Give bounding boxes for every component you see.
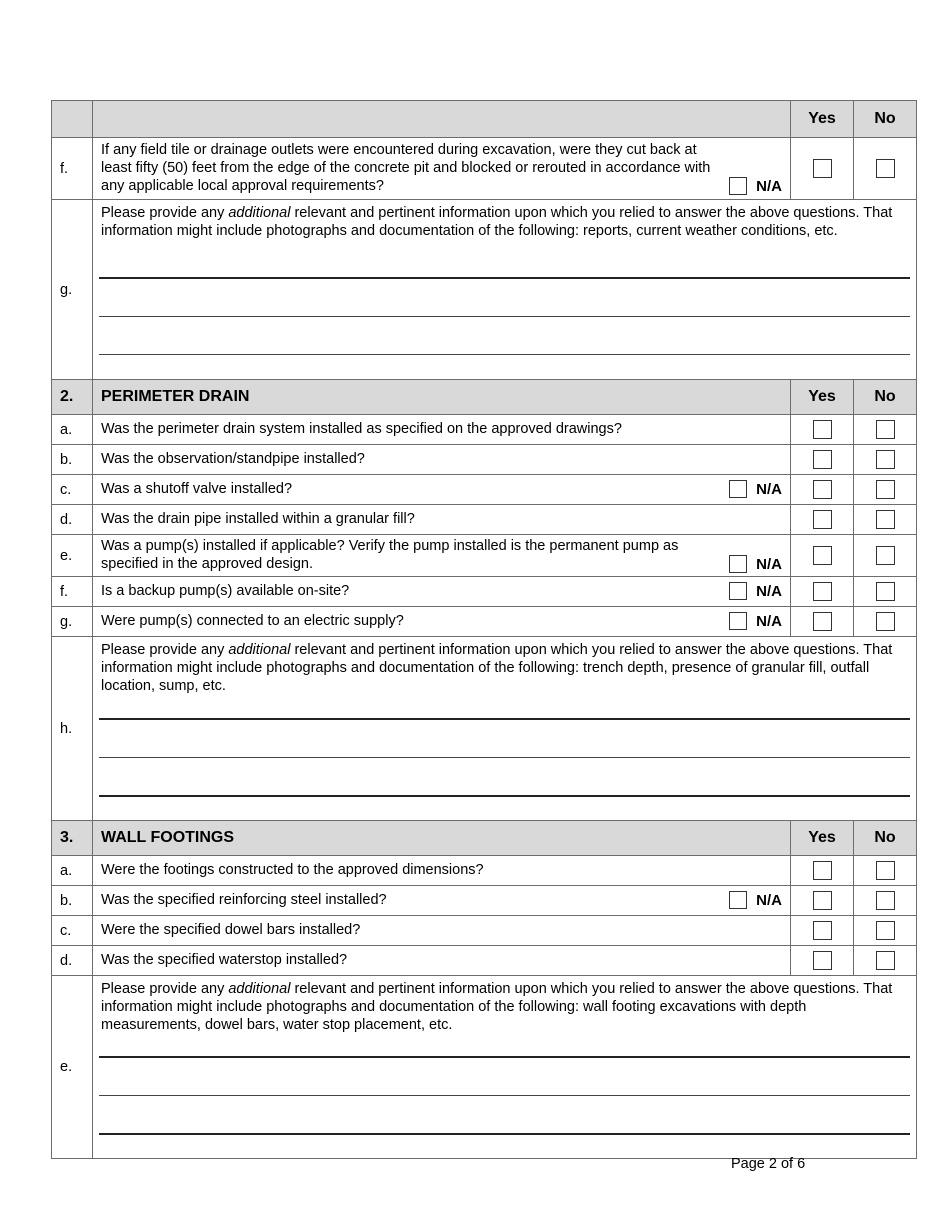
na-checkbox[interactable] xyxy=(729,582,747,600)
yes-checkbox[interactable] xyxy=(813,510,832,529)
question-letter: h. xyxy=(52,637,93,821)
question-row-3c xyxy=(52,916,917,946)
no-checkbox[interactable] xyxy=(876,420,895,439)
prompt-emphasis: additional xyxy=(228,205,291,221)
question-text: Were pump(s) connected to an electric supply? xyxy=(101,613,404,629)
question-text: Was the drain pipe installed within a granular fill? xyxy=(93,505,791,535)
no-checkbox[interactable] xyxy=(876,480,895,499)
na-option xyxy=(729,177,782,195)
na-checkbox[interactable] xyxy=(729,177,747,195)
prompt-emphasis: additional xyxy=(228,981,291,997)
question-row-2f xyxy=(52,577,917,607)
question-cell xyxy=(93,886,791,916)
question-letter: b. xyxy=(52,445,93,475)
prompt-text: Please provide any xyxy=(101,205,229,221)
yes-cell xyxy=(791,138,854,200)
question-cell xyxy=(93,607,791,637)
comment-cell xyxy=(93,200,917,380)
no-cell xyxy=(854,475,917,505)
no-checkbox[interactable] xyxy=(876,546,895,565)
question-letter: c. xyxy=(52,916,93,946)
inspection-form-table xyxy=(51,100,917,1159)
na-checkbox[interactable] xyxy=(729,555,747,573)
question-text: Was the observation/standpipe installed? xyxy=(93,445,791,475)
question-letter: g. xyxy=(52,607,93,637)
question-text: Was the specified reinforcing steel installed? xyxy=(101,892,387,908)
yes-cell xyxy=(791,856,854,886)
question-text: If any field tile or drainage outlets were encountered during excavation, were they cut back at least fifty (50) feet from the edge of the concrete pit and blocked or rerouted in accordance with any applicable local approval requirements? xyxy=(101,142,711,194)
yes-cell xyxy=(791,577,854,607)
question-row-2b xyxy=(52,445,917,475)
yes-checkbox[interactable] xyxy=(813,546,832,565)
question-row-2c xyxy=(52,475,917,505)
no-checkbox[interactable] xyxy=(876,891,895,910)
yes-checkbox[interactable] xyxy=(813,861,832,880)
question-letter: f. xyxy=(52,577,93,607)
na-label: N/A xyxy=(756,891,782,909)
question-letter: d. xyxy=(52,505,93,535)
no-cell xyxy=(854,577,917,607)
prompt-text: relevant and pertinent information upon which you relied to answer the above questions. That information might include photographs and documentation of the following: reports, current weather conditions, etc. xyxy=(101,205,893,239)
question-letter: b. xyxy=(52,886,93,916)
no-column-header: No xyxy=(854,380,917,415)
na-label: N/A xyxy=(756,582,782,600)
section1-number-cell xyxy=(52,101,93,138)
no-checkbox[interactable] xyxy=(876,510,895,529)
yes-checkbox[interactable] xyxy=(813,480,832,499)
section3-header-row xyxy=(52,821,917,856)
question-row-3d xyxy=(52,946,917,976)
question-letter: g. xyxy=(52,200,93,380)
na-label: N/A xyxy=(756,480,782,498)
question-text: Was the specified waterstop installed? xyxy=(93,946,791,976)
question-cell xyxy=(93,535,791,577)
yes-checkbox[interactable] xyxy=(813,612,832,631)
prompt-text: Please provide any xyxy=(101,642,229,658)
na-option xyxy=(729,555,782,573)
yes-cell xyxy=(791,886,854,916)
question-row-2a xyxy=(52,415,917,445)
no-cell xyxy=(854,535,917,577)
yes-cell xyxy=(791,415,854,445)
question-letter: e. xyxy=(52,535,93,577)
yes-checkbox[interactable] xyxy=(813,420,832,439)
section2-header-row xyxy=(52,380,917,415)
section-number: 2. xyxy=(52,380,93,415)
section-title: PERIMETER DRAIN xyxy=(93,380,791,415)
na-checkbox[interactable] xyxy=(729,612,747,630)
yes-checkbox[interactable] xyxy=(813,921,832,940)
na-label: N/A xyxy=(756,177,782,195)
no-checkbox[interactable] xyxy=(876,159,895,178)
question-row-1f xyxy=(52,138,917,200)
prompt-text: relevant and pertinent information upon which you relied to answer the above questions. That information might include photographs and documentation of the following: trench depth, presence of granular fill, outfall location, sump, etc. xyxy=(101,642,893,694)
question-row-3a xyxy=(52,856,917,886)
page-number: Page 2 of 6 xyxy=(731,1156,806,1172)
na-label: N/A xyxy=(756,612,782,630)
no-cell xyxy=(854,505,917,535)
question-text: Was the perimeter drain system installed as specified on the approved drawings? xyxy=(93,415,791,445)
na-option xyxy=(729,612,782,630)
question-text: Were the footings constructed to the approved dimensions? xyxy=(93,856,791,886)
no-checkbox[interactable] xyxy=(876,582,895,601)
no-cell xyxy=(854,916,917,946)
na-checkbox[interactable] xyxy=(729,891,747,909)
na-option xyxy=(729,891,782,909)
question-text: Was a shutoff valve installed? xyxy=(101,481,293,497)
comment-prompt xyxy=(101,977,908,1034)
prompt-text: relevant and pertinent information upon which you relied to answer the above questions. That information might include photographs and documentation of the following: wall footing excavations with depth measurements, dowel bars, water stop placement, etc. xyxy=(101,981,893,1033)
no-checkbox[interactable] xyxy=(876,450,895,469)
comment-cell xyxy=(93,637,917,821)
na-option xyxy=(729,582,782,600)
na-label: N/A xyxy=(756,555,782,573)
question-text: Were the specified dowel bars installed? xyxy=(93,916,791,946)
yes-checkbox[interactable] xyxy=(813,891,832,910)
yes-cell xyxy=(791,946,854,976)
no-cell xyxy=(854,445,917,475)
comment-prompt xyxy=(101,201,908,240)
no-checkbox[interactable] xyxy=(876,861,895,880)
question-cell xyxy=(93,475,791,505)
question-row-2d xyxy=(52,505,917,535)
question-row-2e xyxy=(52,535,917,577)
no-checkbox[interactable] xyxy=(876,921,895,940)
na-checkbox[interactable] xyxy=(729,480,747,498)
question-row-2g xyxy=(52,607,917,637)
yes-checkbox[interactable] xyxy=(813,951,832,970)
no-cell xyxy=(854,415,917,445)
section1-title-cell xyxy=(93,101,791,138)
comment-cell xyxy=(93,976,917,1159)
yes-cell xyxy=(791,535,854,577)
section1-header-row xyxy=(52,101,917,138)
question-letter: a. xyxy=(52,856,93,886)
yes-checkbox[interactable] xyxy=(813,450,832,469)
yes-cell xyxy=(791,607,854,637)
comment-row-3e xyxy=(52,976,917,1159)
no-column-header: No xyxy=(854,821,917,856)
yes-cell xyxy=(791,505,854,535)
question-cell xyxy=(93,138,791,200)
yes-cell xyxy=(791,475,854,505)
no-cell xyxy=(854,856,917,886)
na-option xyxy=(729,480,782,498)
comment-row-1g xyxy=(52,200,917,380)
yes-column-header: Yes xyxy=(791,101,854,138)
question-text: Is a backup pump(s) available on-site? xyxy=(101,583,350,599)
question-letter: c. xyxy=(52,475,93,505)
no-cell xyxy=(854,607,917,637)
yes-checkbox[interactable] xyxy=(813,582,832,601)
yes-checkbox[interactable] xyxy=(813,159,832,178)
no-checkbox[interactable] xyxy=(876,612,895,631)
prompt-emphasis: additional xyxy=(228,642,291,658)
prompt-text: Please provide any xyxy=(101,981,229,997)
no-cell xyxy=(854,886,917,916)
question-letter: f. xyxy=(52,138,93,200)
question-row-3b xyxy=(52,886,917,916)
no-cell xyxy=(854,946,917,976)
no-checkbox[interactable] xyxy=(876,951,895,970)
yes-cell xyxy=(791,445,854,475)
question-text: Was a pump(s) installed if applicable? Verify the pump installed is the permanent pump as specified in the approved design. xyxy=(101,538,679,572)
yes-column-header: Yes xyxy=(791,380,854,415)
section-title: WALL FOOTINGS xyxy=(93,821,791,856)
no-cell xyxy=(854,138,917,200)
comment-row-2h xyxy=(52,637,917,821)
question-letter: d. xyxy=(52,946,93,976)
yes-cell xyxy=(791,916,854,946)
question-cell xyxy=(93,577,791,607)
no-column-header: No xyxy=(854,101,917,138)
question-letter: e. xyxy=(52,976,93,1159)
yes-column-header: Yes xyxy=(791,821,854,856)
comment-prompt xyxy=(101,638,908,695)
section-number: 3. xyxy=(52,821,93,856)
question-letter: a. xyxy=(52,415,93,445)
